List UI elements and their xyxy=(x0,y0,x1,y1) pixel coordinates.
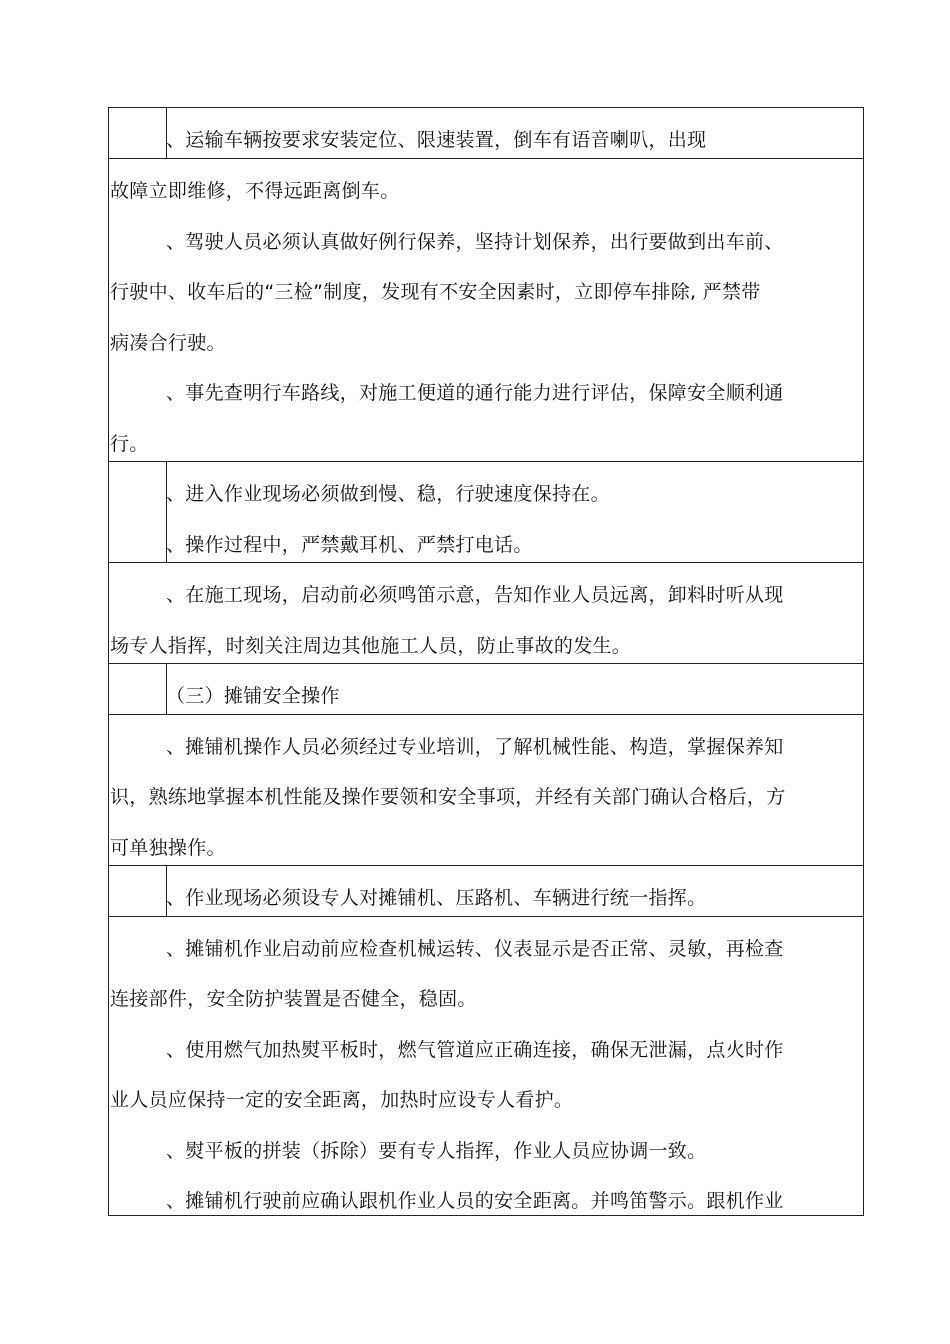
text-line: 、摊铺机操作人员必须经过专业培训，了解机械性能、构造，掌握保养知 xyxy=(166,736,784,758)
text-line: 可单独操作。 xyxy=(110,837,226,859)
text-line: 、作业现场必须设专人对摊铺机、压路机、车辆进行统一指挥。 xyxy=(166,887,707,909)
text-line: 病凑合行驶。 xyxy=(110,332,226,354)
text-line: 识，熟练地掌握本机性能及操作要领和安全事项，并经有关部门确认合格后，方 xyxy=(110,786,786,808)
text-line: 业人员应保持一定的安全距离，加热时应设专人看护。 xyxy=(110,1089,574,1111)
text-line: 、运输车辆按要求安装定位、限速装置，倒车有语音喇叭，出现 xyxy=(166,129,707,151)
text-line: 场专人指挥，时刻关注周边其他施工人员，防止事故的发生。 xyxy=(110,635,632,657)
text-line: 、摊铺机作业启动前应检查机械运转、仪表显示是否正常、灵敏，再检查 xyxy=(166,938,784,960)
text-line: 连接部件，安全防护装置是否健全，稳固。 xyxy=(110,988,477,1010)
text-line: 、进入作业现场必须做到慢、稳，行驶速度保持在。 xyxy=(166,483,610,505)
text-line: 行。 xyxy=(110,433,149,455)
section-heading: （三）摊铺安全操作 xyxy=(166,685,340,707)
text-line: 、驾驶人员必须认真做好例行保养，坚持计划保养，出行要做到出车前、 xyxy=(166,231,784,253)
text-line: 、事先查明行车路线，对施工便道的通行能力进行评估，保障安全顺利通 xyxy=(166,382,784,404)
text-line: 、熨平板的拼装（拆除）要有专人指挥，作业人员应协调一致。 xyxy=(166,1140,707,1162)
text-line: 、在施工现场，启动前必须鸣笛示意，告知作业人员远离，卸料时听从现 xyxy=(166,584,784,606)
text-line: 行驶中、收车后的“三检”制度，发现有不安全因素时，立即停车排除, 严禁带 xyxy=(110,281,761,303)
text-line: 、使用燃气加热熨平板时，燃气管道应正确连接，确保无泄漏，点火时作 xyxy=(166,1039,784,1061)
text-line: 、操作过程中，严禁戴耳机、严禁打电话。 xyxy=(166,534,533,556)
text-line: 、摊铺机行驶前应确认跟机作业人员的安全距离。并鸣笛警示。跟机作业 xyxy=(166,1190,784,1212)
text-line: 故障立即维修，不得远距离倒车。 xyxy=(110,180,400,202)
